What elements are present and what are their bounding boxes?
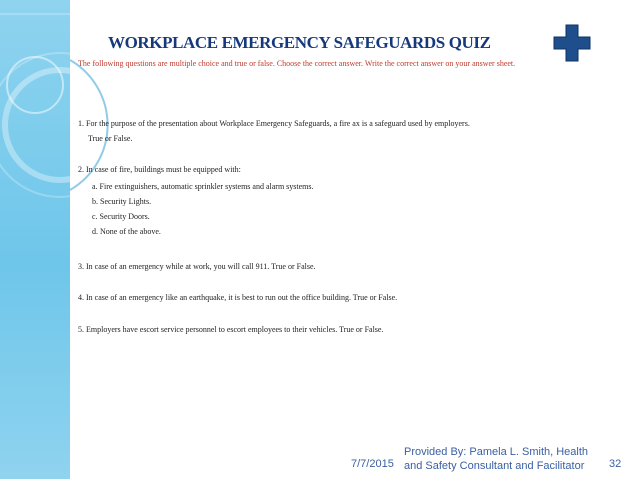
- slide-title: WORKPLACE EMERGENCY SAFEGUARDS QUIZ: [108, 33, 491, 52]
- question-1: 1. For the purpose of the presentation about Workplace Emergency Safeguards, a fire ax is a safeguard used by employers.: [78, 119, 470, 128]
- footer-credit: [404, 445, 604, 473]
- footer-credit-line-2: and Safety Consultant and Facilitator: [404, 460, 585, 472]
- footer-date: 7/7/2015: [351, 458, 394, 470]
- question-2-option-b: b. Security Lights.: [92, 197, 152, 206]
- question-2-option-c: c. Security Doors.: [92, 212, 150, 221]
- quiz-instructions: The following questions are multiple choice and true or false. Choose the correct answer. Write the correct answer on your answer sheet.: [78, 59, 516, 68]
- question-2-option-a: a. Fire extinguishers, automatic sprinkler systems and alarm systems.: [92, 182, 314, 191]
- decorative-circles: [0, 0, 140, 479]
- question-3: 3. In case of an emergency while at work, you will call 911. True or False.: [78, 262, 316, 271]
- question-1-answer-format: True or False.: [88, 134, 133, 143]
- medical-cross-icon: [553, 24, 591, 62]
- footer-credit-line-1: Provided By: Pamela L. Smith, Health: [404, 446, 589, 458]
- question-4: 4. In case of an emergency like an earthquake, it is best to run out the office building. True or False.: [78, 293, 398, 302]
- question-5: 5. Employers have escort service personnel to escort employees to their vehicles. True or False.: [78, 325, 384, 334]
- question-2: 2. In case of fire, buildings must be equipped with:: [78, 165, 241, 174]
- page-number: 32: [609, 458, 622, 470]
- question-2-option-d: d. None of the above.: [92, 227, 161, 236]
